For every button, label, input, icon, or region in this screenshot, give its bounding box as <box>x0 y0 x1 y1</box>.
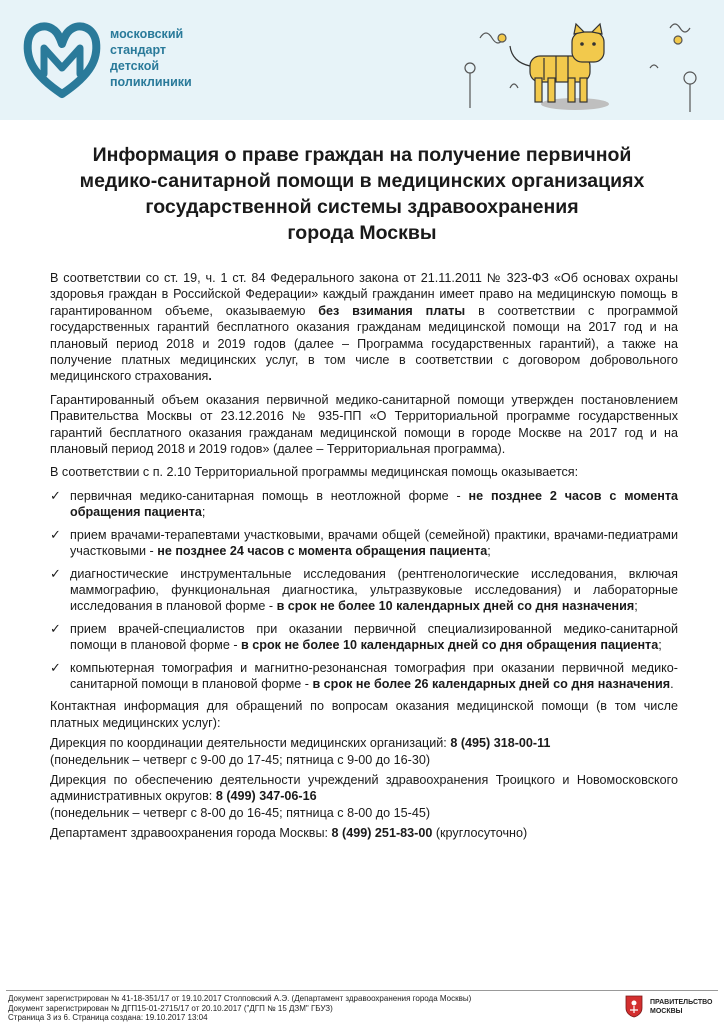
item-bold: не позднее 2 часов с момента обращения пациента <box>70 488 678 520</box>
logo-line: детской <box>110 59 160 73</box>
item-text: первичная медико-санитарная помощь в неотложной форме - <box>70 488 469 503</box>
logo-line: стандарт <box>110 43 167 57</box>
list-intro: В соответствии с п. 2.10 Территориальной программы медицинская помощь оказывается: <box>50 465 579 480</box>
header-banner <box>0 0 724 120</box>
document-body <box>50 270 678 846</box>
item-bold: в срок не более 10 календарных дней со дня обращения пациента <box>241 638 659 653</box>
item-end: . <box>670 676 674 691</box>
item-end: ; <box>658 638 662 653</box>
logo-line: московский <box>110 27 184 41</box>
logo-line: поликлиники <box>110 75 192 89</box>
checkmark-icon: ✓ <box>50 620 61 636</box>
item-bold: в срок не более 26 календарных дней со дня назначения <box>312 676 671 691</box>
department-hours: (круглосуточно) <box>432 826 528 841</box>
item-text: диагностические инструментальные исследования (рентгенологические исследования, включая маммографию, функциональная диагностика, ультразвуковые исследования) и лабораторные исследования в плановой форме - <box>70 566 678 614</box>
registration-stamp <box>8 994 471 1023</box>
checkmark-icon: ✓ <box>50 526 61 542</box>
intro-bold: без взимания платы <box>318 303 466 318</box>
checkmark-icon: ✓ <box>50 659 61 675</box>
item-text: прием врачей-специалистов при оказании первичной специализированной медико-санитарной помощи в плановой форме - <box>70 621 678 653</box>
registration-footer <box>0 990 724 1024</box>
item-end: ; <box>634 599 638 614</box>
footer-line-text: Документ зарегистрирован № ДГП15-01-2715/17 от 20.10.2017 ("ДГП № 15 ДЗМ" ГБУЗ) <box>8 1003 333 1013</box>
guaranteed-paragraph: Гарантированный объем оказания первичной медико-санитарной помощи утвержден постановлением Правительства Москвы от 23.12.2016 № 935-ПП «О Территориальной программе государственных гарантий бесплатного оказания гражданам медицинской помощи в городе Москве на 2017 год и на плановый период 2018 и 2019 годов» (далее – Территориальная программа). <box>50 392 678 457</box>
tiger-illustration <box>440 8 720 116</box>
checkmark-icon: ✓ <box>50 487 61 503</box>
intro-text-2: в соответствии с программой государственных гарантий бесплатного оказания гражданам медицинской помощи на 2017 год и на плановый период 2018 и 2019 годов (далее – Программа государственных гарантий), а также на получение платных медицинских услуг, в том числе в соответствии с договором добровольного медицинского страхования <box>50 303 679 384</box>
title-line: города Москвы <box>287 222 437 244</box>
contact-label: Дирекция по координации деятельности медицинских организаций: <box>50 736 451 751</box>
department-label: Департамент здравоохранения города Москвы: <box>50 826 332 841</box>
title-line: государственной системы здравоохранения <box>145 196 579 218</box>
item-text: компьютерная томография и магнитно-резонансная томография при оказании первичной медико-санитарной помощи в плановой форме - <box>70 660 678 691</box>
title-line: Информация о праве граждан на получение первичной <box>92 144 632 166</box>
contact-intro: Контактная информация для обращений по вопросам оказания медицинской помощи (в том числе платных медицинских услуг): <box>50 699 678 730</box>
contact-section <box>50 698 678 841</box>
page-title <box>30 142 694 246</box>
footer-divider <box>6 990 718 991</box>
list-item <box>50 527 678 560</box>
checkmark-icon: ✓ <box>50 565 61 581</box>
title-line: медико-санитарной помощи в медицинских организациях <box>79 170 645 192</box>
item-bold: не позднее 24 часов с момента обращения пациента <box>157 544 488 559</box>
department-phone: 8 (499) 251-83-00 <box>331 826 433 841</box>
contact-phone: 8 (499) 347-06-16 <box>215 789 317 804</box>
contact-label: Дирекция по обеспечению деятельности учреждений здравоохранения Троицкого и Новомосковского административных округов: <box>50 772 678 804</box>
contact-hours: (понедельник – четверг с 8-00 до 16-45; пятница с 8-00 до 15-45) <box>50 805 431 820</box>
footer-line-text: Документ зарегистрирован № 41-18-351/17 от 19.10.2017 Столповский А.Э. (Департамент здравоохранения города Москвы) <box>8 994 472 1003</box>
contact-entry <box>50 735 678 768</box>
list-item <box>50 566 678 615</box>
list-item <box>50 488 678 521</box>
contact-entry <box>50 772 678 821</box>
intro-text: В соответствии со ст. 19, ч. 1 ст. 84 Федерального закона от 21.11.2011 № 323-ФЗ «Об основах охраны здоровья граждан в Российской Федерации» каждый гражданин имеет право на медицинскую помощь в гарантированном объеме, оказываемую <box>50 271 678 318</box>
department-entry <box>50 825 678 841</box>
contact-hours: (понедельник – четверг с 9-00 до 17-45; пятница с 9-00 до 16-30) <box>50 752 431 767</box>
government-wordmark <box>650 998 712 1016</box>
footer-line-text: Страница 3 из 6. Страница создана: 19.10.2017 13:04 <box>8 1013 208 1022</box>
contact-phone: 8 (495) 318-00-11 <box>450 736 551 751</box>
moscow-emblem-icon <box>624 994 644 1018</box>
heart-logo-icon <box>22 18 102 100</box>
deadline-list <box>50 488 678 692</box>
list-item <box>50 660 678 693</box>
intro-end: . <box>208 369 212 384</box>
gov-line: ПРАВИТЕЛЬСТВО <box>650 999 713 1006</box>
list-item <box>50 621 678 654</box>
logo-wordmark <box>110 26 192 90</box>
item-bold: в срок не более 10 календарных дней со дня назначения <box>276 599 635 614</box>
item-text: прием врачами-терапевтами участковыми, врачами общей (семейной) практики, врачами-педиатрами участковыми - <box>70 527 678 559</box>
gov-line: МОСКВЫ <box>650 1008 683 1015</box>
intro-paragraph <box>50 270 678 385</box>
item-end: ; <box>201 505 206 520</box>
item-end: ; <box>487 544 491 559</box>
